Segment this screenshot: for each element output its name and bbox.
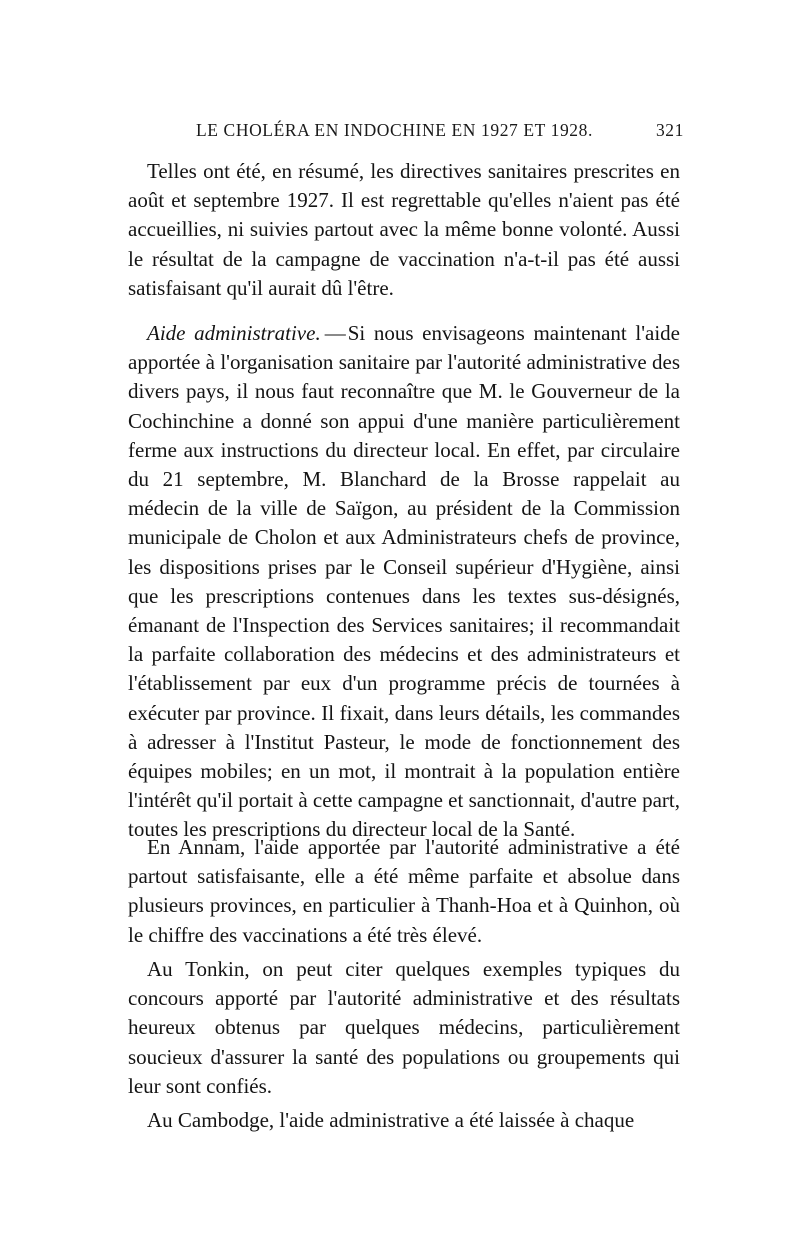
section-run-in-heading: Aide administrative. [147,321,321,345]
paragraph-aide-administrative [128,319,680,845]
paragraph-text: En Annam, l'aide apportée par l'autorité administrative a été partout satisfaisante, elle a été même parfaite et absolue dans plusieurs provinces, en particulier à Thanh-Hoa et à Quinhon, où le chiffre des vaccinations a été très élevé. [128,835,680,947]
paragraph-text: Au Tonkin, on peut citer quelques exemples typiques du concours apporté par l'autorité administrative et des résultats heureux obtenus par quelques médecins, particulièrement soucieux d'assurer la santé des populations ou groupements qui leur sont confiés. [128,957,680,1098]
paragraph-text: Si nous envisageons maintenant l'aide apportée à l'organisation sanitaire par l'autorité administrative des divers pays, il nous faut reconnaître que M. le Gouverneur de la Cochinchine a donné son appui d'une manière particulièrement ferme aux instructions du directeur local. En effet, par circulaire du 21 septembre, M. Blanchard de la Brosse rappelait au médecin de la ville de Saïgon, au président de la Commission municipale de Cholon et aux Administrateurs chefs de province, les dispositions prises par le Conseil supérieur d'Hygiène, ainsi que les prescriptions contenues dans les textes sus-désignés, émanant de l'Inspection des Services sanitaires; il recommandait la parfaite collaboration des médecins et des administrateurs et l'établissement par eux d'un programme précis de tournées à exécuter par province. Il fixait, dans leurs détails, les commandes à adresser à l'Institut Pasteur, le mode de fonctionnement des équipes mobiles; en un mot, il montrait à la population entière l'intérêt qu'il portait à cette campagne et sanctionnait, d'autre part, toutes les prescriptions du directeur local de la Santé. [128,321,680,842]
paragraph-text: Au Cambodge, l'aide administrative a été laissée à chaque [147,1108,635,1132]
em-dash: — [324,321,346,345]
paragraph-directives-summary [128,157,680,303]
running-header [128,120,684,146]
paragraph-cambodge [128,1106,680,1135]
paragraph-annam [128,833,680,950]
paragraph-tonkin [128,955,680,1101]
running-title: LE CHOLÉRA EN INDOCHINE EN 1927 ET 1928. [196,120,593,140]
page-number: 321 [655,120,684,140]
paragraph-text: Telles ont été, en résumé, les directives sanitaires prescrites en août et septembre 1927. Il est regrettable qu'elles n'aient pas été accueillies, ni suivies partout avec la même bonne volonté. Aussi le résultat de la campagne de vaccination n'a-t-il pas été aussi satisfaisant qu'il aurait dû l'être. [128,159,680,300]
